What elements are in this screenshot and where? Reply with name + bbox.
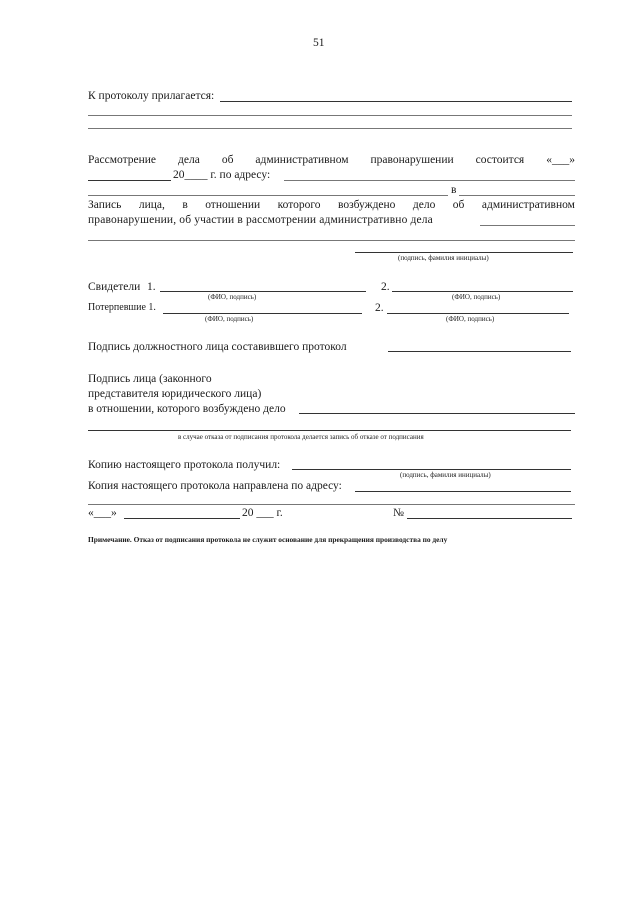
hearing-date-line bbox=[88, 180, 171, 181]
note bbox=[88, 535, 447, 544]
victims-label: Потерпевшие 1. bbox=[88, 302, 156, 313]
hearing-word: «___» bbox=[546, 154, 575, 166]
hearing-word: административном bbox=[255, 154, 349, 166]
attached-line-1 bbox=[220, 101, 572, 102]
witnesses-number-1: 1. bbox=[147, 281, 156, 293]
refusal-note: в случае отказа от подписания протокола делается запись об отказе от подписания bbox=[178, 433, 424, 441]
hearing-letter-v: в bbox=[451, 184, 457, 196]
official-signature-label: Подпись должностного лица составившего протокол bbox=[88, 341, 347, 353]
number-sign: № bbox=[393, 507, 404, 519]
date-quote: «___» bbox=[88, 507, 117, 519]
record-word: отношении bbox=[205, 199, 261, 211]
record-line-2: правонарушении, об участии в рассмотрении административно дела bbox=[88, 214, 433, 226]
date-month-line bbox=[124, 518, 240, 519]
record-signature-line bbox=[355, 252, 573, 253]
hearing-word: дела bbox=[178, 154, 200, 166]
note-text: Отказ от подписания протокола не служит основание для прекращения производства по делу bbox=[133, 535, 448, 544]
hearing-word: состоится bbox=[475, 154, 525, 166]
hearing-word: Рассмотрение bbox=[88, 154, 157, 166]
witness-1-caption: (ФИО, подпись) bbox=[208, 293, 257, 301]
witness-1-line bbox=[160, 291, 366, 292]
attached-line-3 bbox=[88, 128, 572, 129]
copy-received-caption: (подпись, фамилия инициалы) bbox=[400, 471, 491, 479]
copy-sent-line bbox=[355, 491, 571, 492]
record-word: возбуждено bbox=[337, 199, 396, 211]
representative-line-2: представителя юридического лица) bbox=[88, 388, 262, 400]
record-line-blank bbox=[480, 225, 575, 226]
victim-2-caption: (ФИО, подпись) bbox=[446, 315, 495, 323]
copy-sent-label: Копия настоящего протокола направлена по адресу: bbox=[88, 480, 342, 492]
number-line bbox=[407, 518, 572, 519]
note-label: Примечание. bbox=[88, 535, 132, 544]
representative-signature-line-2 bbox=[88, 430, 571, 431]
record-word: административном bbox=[481, 199, 575, 211]
hearing-address-line bbox=[284, 180, 575, 181]
official-signature-line bbox=[388, 351, 571, 352]
victim-1-line bbox=[163, 313, 362, 314]
record-word: Запись bbox=[88, 199, 122, 211]
copy-sent-line-2 bbox=[88, 504, 575, 505]
record-signature-caption: (подпись, фамилия инициалы) bbox=[398, 254, 489, 262]
attached-label: К протоколу прилагается: bbox=[88, 90, 215, 102]
witnesses-number-2: 2. bbox=[381, 281, 390, 293]
record-word: в bbox=[182, 199, 188, 211]
record-word: которого bbox=[277, 199, 321, 211]
victim-1-caption: (ФИО, подпись) bbox=[205, 315, 254, 323]
hearing-address-line-2 bbox=[88, 195, 448, 196]
page-number: 51 bbox=[313, 37, 325, 49]
copy-received-label: Копию настоящего протокола получил: bbox=[88, 459, 281, 471]
date-year: 20 ___ г. bbox=[242, 507, 283, 519]
record-word: лица, bbox=[138, 199, 165, 211]
copy-received-line bbox=[292, 469, 571, 470]
representative-line-1: Подпись лица (законного bbox=[88, 373, 212, 385]
representative-signature-line bbox=[299, 413, 575, 414]
victim-2-line bbox=[387, 313, 569, 314]
witness-2-caption: (ФИО, подпись) bbox=[452, 293, 501, 301]
victims-number-2: 2. bbox=[375, 302, 384, 314]
hearing-year-address: 20____ г. по адресу: bbox=[173, 169, 271, 181]
hearing-line-1 bbox=[88, 154, 575, 166]
record-word: дело bbox=[412, 199, 436, 211]
record-word: об bbox=[452, 199, 465, 211]
witnesses-label: Свидетели bbox=[88, 281, 141, 293]
record-line-1 bbox=[88, 199, 575, 211]
hearing-address-line-3 bbox=[459, 195, 575, 196]
record-line-blank-2 bbox=[88, 240, 575, 241]
representative-line-3: в отношении, которого возбуждено дело bbox=[88, 403, 286, 415]
witness-2-line bbox=[392, 291, 573, 292]
hearing-word: об bbox=[221, 154, 234, 166]
hearing-word: правонарушении bbox=[370, 154, 454, 166]
attached-line-2 bbox=[88, 115, 572, 116]
